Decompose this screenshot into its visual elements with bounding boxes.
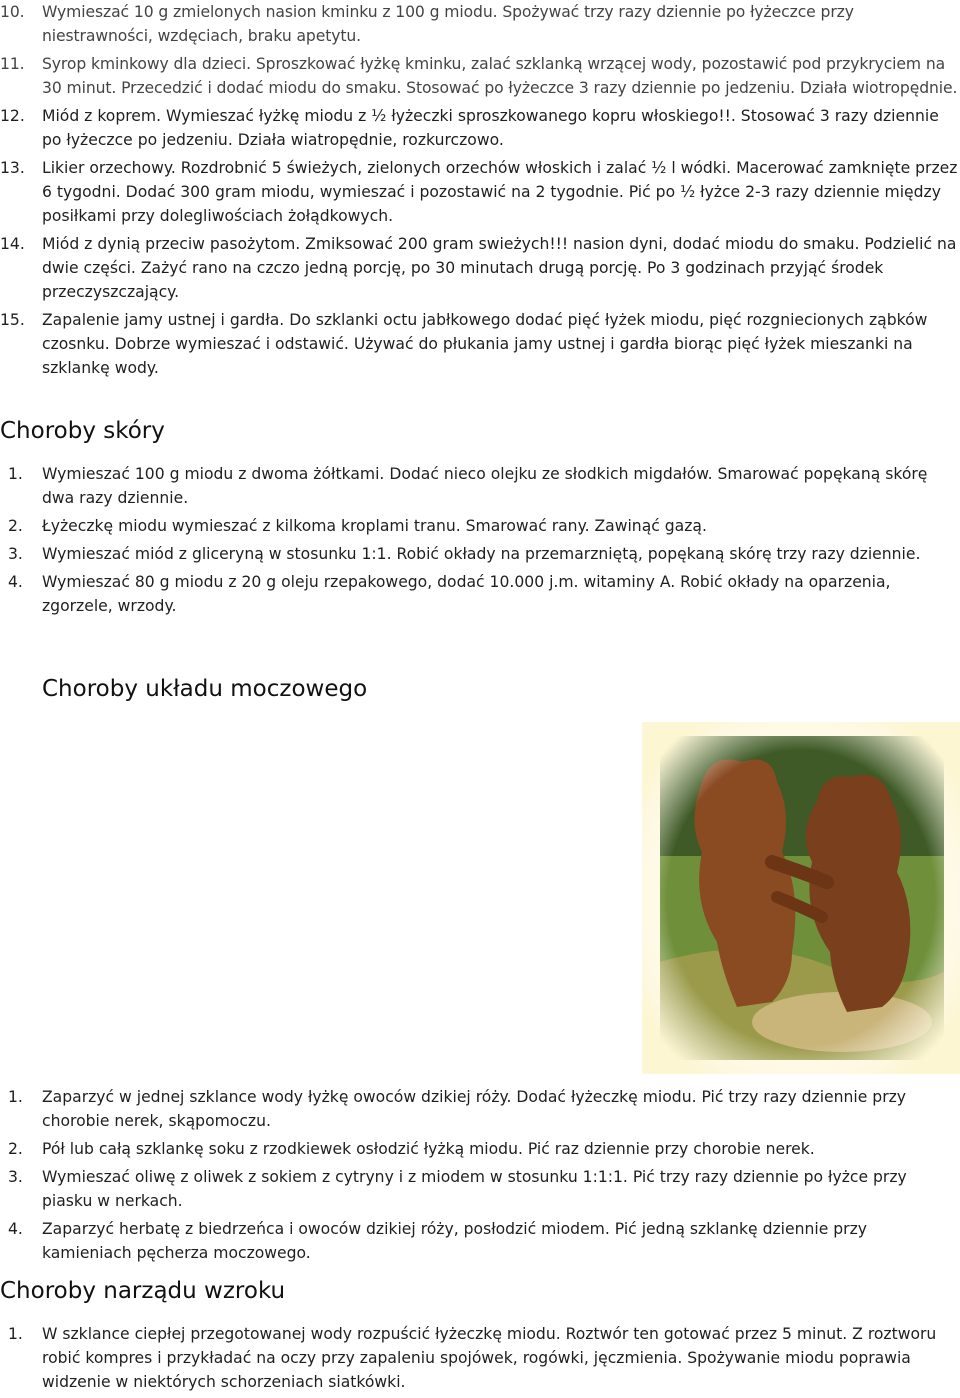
item-number: 4. — [8, 1220, 23, 1238]
item-text: Wymieszać 10 g zmielonych nasion kminku z 100 g miodu. Spożywać trzy razy dziennie po łyżeczce przy niestrawności, wzdęciach, braku apetytu. — [42, 3, 854, 45]
item-text: Zapalenie jamy ustnej i gardła. Do szklanki octu jabłkowego dodać pięć łyżek miodu, pięć rozgniecionych ząbków czosnku. Dobrze wymieszać i odstawić. Używać do płukania jamy ustnej i gardła biorąc pięć łyżek mieszanki na szklankę wody. — [42, 311, 928, 377]
item-text: Wymieszać oliwę z oliwek z sokiem z cytryny i z miodem w stosunku 1:1:1. Pić trzy razy dziennie po łyżce przy piasku w nerkach. — [42, 1168, 907, 1210]
list-item — [0, 0, 960, 48]
list-item — [0, 52, 960, 100]
item-number: 12. — [0, 107, 25, 125]
item-text: Wymieszać 100 g miodu z dwoma żółtkami. Dodać nieco olejku ze słodkich migdałów. Smarować popękaną skórę dwa razy dziennie. — [42, 465, 928, 507]
item-number: 1. — [8, 465, 23, 483]
item-number: 10. — [0, 3, 25, 21]
bears-photo — [642, 722, 960, 1074]
item-number: 3. — [8, 1168, 23, 1186]
item-number: 1. — [8, 1088, 23, 1106]
list-item — [0, 1085, 960, 1133]
list-item — [0, 308, 960, 380]
bears-illustration — [642, 722, 960, 1074]
list-item — [0, 462, 960, 510]
recipe-list-eyes — [0, 1322, 960, 1398]
list-item — [0, 1165, 960, 1213]
item-number: 13. — [0, 159, 25, 177]
list-item — [0, 232, 960, 304]
section-heading-eyes: Choroby narządu wzroku — [0, 1278, 286, 1304]
list-item — [0, 104, 960, 152]
item-text: W szklance ciepłej przegotowanej wody rozpuścić łyżeczkę miodu. Roztwór ten gotować przez 5 minut. Z roztworu robić kompres i przykładać na oczy przy zapaleniu spojówek, rogówki, jęczmienia. Spożywanie miodu poprawia widzenie w niektórych schorzeniach siatkówki. — [42, 1325, 937, 1391]
section-heading-urinary: Choroby układu moczowego — [42, 676, 368, 702]
item-number: 3. — [8, 545, 23, 563]
item-text: Miód z koprem. Wymieszać łyżkę miodu z ½ łyżeczki sproszkowanego kopru włoskiego!!. Stosować 3 razy dziennie po łyżeczce po jedzeniu. Działa wiatropędnie, rozkurczowo. — [42, 107, 939, 149]
item-number: 15. — [0, 311, 25, 329]
item-text: Zaparzyć w jednej szklance wody łyżkę owoców dzikiej róży. Dodać łyżeczkę miodu. Pić trzy razy dziennie przy chorobie nerek, skąpomoczu. — [42, 1088, 907, 1130]
item-text: Miód z dynią przeciw pasożytom. Zmiksować 200 gram swieżych!!! nasion dyni, dodać miodu do smaku. Podzielić na dwie części. Zażyć rano na czczo jedną porcję, po 30 minutach drugą porcję. Po 3 godzinach przyjąć środek przeczyszczający. — [42, 235, 957, 301]
item-text: Syrop kminkowy dla dzieci. Sproszkować łyżkę kminku, zalać szklanką wrzącej wody, pozostawić pod przykryciem na 30 minut. Przecedzić i dodać miodu do smaku. Stosować po łyżeczce 3 razy dziennie po jedzeniu. Działa wiotropędnie. — [42, 55, 958, 97]
item-number: 14. — [0, 235, 25, 253]
item-number: 2. — [8, 517, 23, 535]
item-text: Łyżeczkę miodu wymieszać z kilkoma kroplami tranu. Smarować rany. Zawinąć gazą. — [42, 517, 707, 535]
list-item — [0, 1322, 960, 1394]
recipe-list-digestive — [0, 0, 960, 384]
item-number: 4. — [8, 573, 23, 591]
item-number: 1. — [8, 1325, 23, 1343]
list-item — [0, 542, 960, 566]
list-item — [0, 1137, 960, 1161]
recipe-list-skin — [0, 462, 960, 622]
section-heading-skin: Choroby skóry — [0, 418, 165, 444]
list-item — [0, 514, 960, 538]
item-text: Wymieszać miód z gliceryną w stosunku 1:1. Robić okłady na przemarzniętą, popękaną skórę trzy razy dziennie. — [42, 545, 921, 563]
item-text: Wymieszać 80 g miodu z 20 g oleju rzepakowego, dodać 10.000 j.m. witaminy A. Robić okłady na oparzenia, zgorzele, wrzody. — [42, 573, 891, 615]
list-item — [0, 570, 960, 618]
item-text: Pół lub całą szklankę soku z rzodkiewek osłodzić łyżką miodu. Pić raz dziennie przy chorobie nerek. — [42, 1140, 815, 1158]
item-text: Likier orzechowy. Rozdrobnić 5 świeżych, zielonych orzechów włoskich i zalać ½ l wódki. Macerować zamknięte przez 6 tygodni. Dodać 300 gram miodu, wymieszać i pozostawić na 2 tygodnie. Pić po ½ łyżce 2-3 razy dziennie między posiłkami przy dolegliwościach żołądkowych. — [42, 159, 958, 225]
list-item — [0, 156, 960, 228]
item-number: 11. — [0, 55, 25, 73]
list-item — [0, 1217, 960, 1265]
recipe-list-urinary — [0, 1085, 960, 1269]
item-text: Zaparzyć herbatę z biedrzeńca i owoców dzikiej róży, posłodzić miodem. Pić jedną szklankę dziennie przy kamieniach pęcherza moczowego. — [42, 1220, 867, 1262]
item-number: 2. — [8, 1140, 23, 1158]
